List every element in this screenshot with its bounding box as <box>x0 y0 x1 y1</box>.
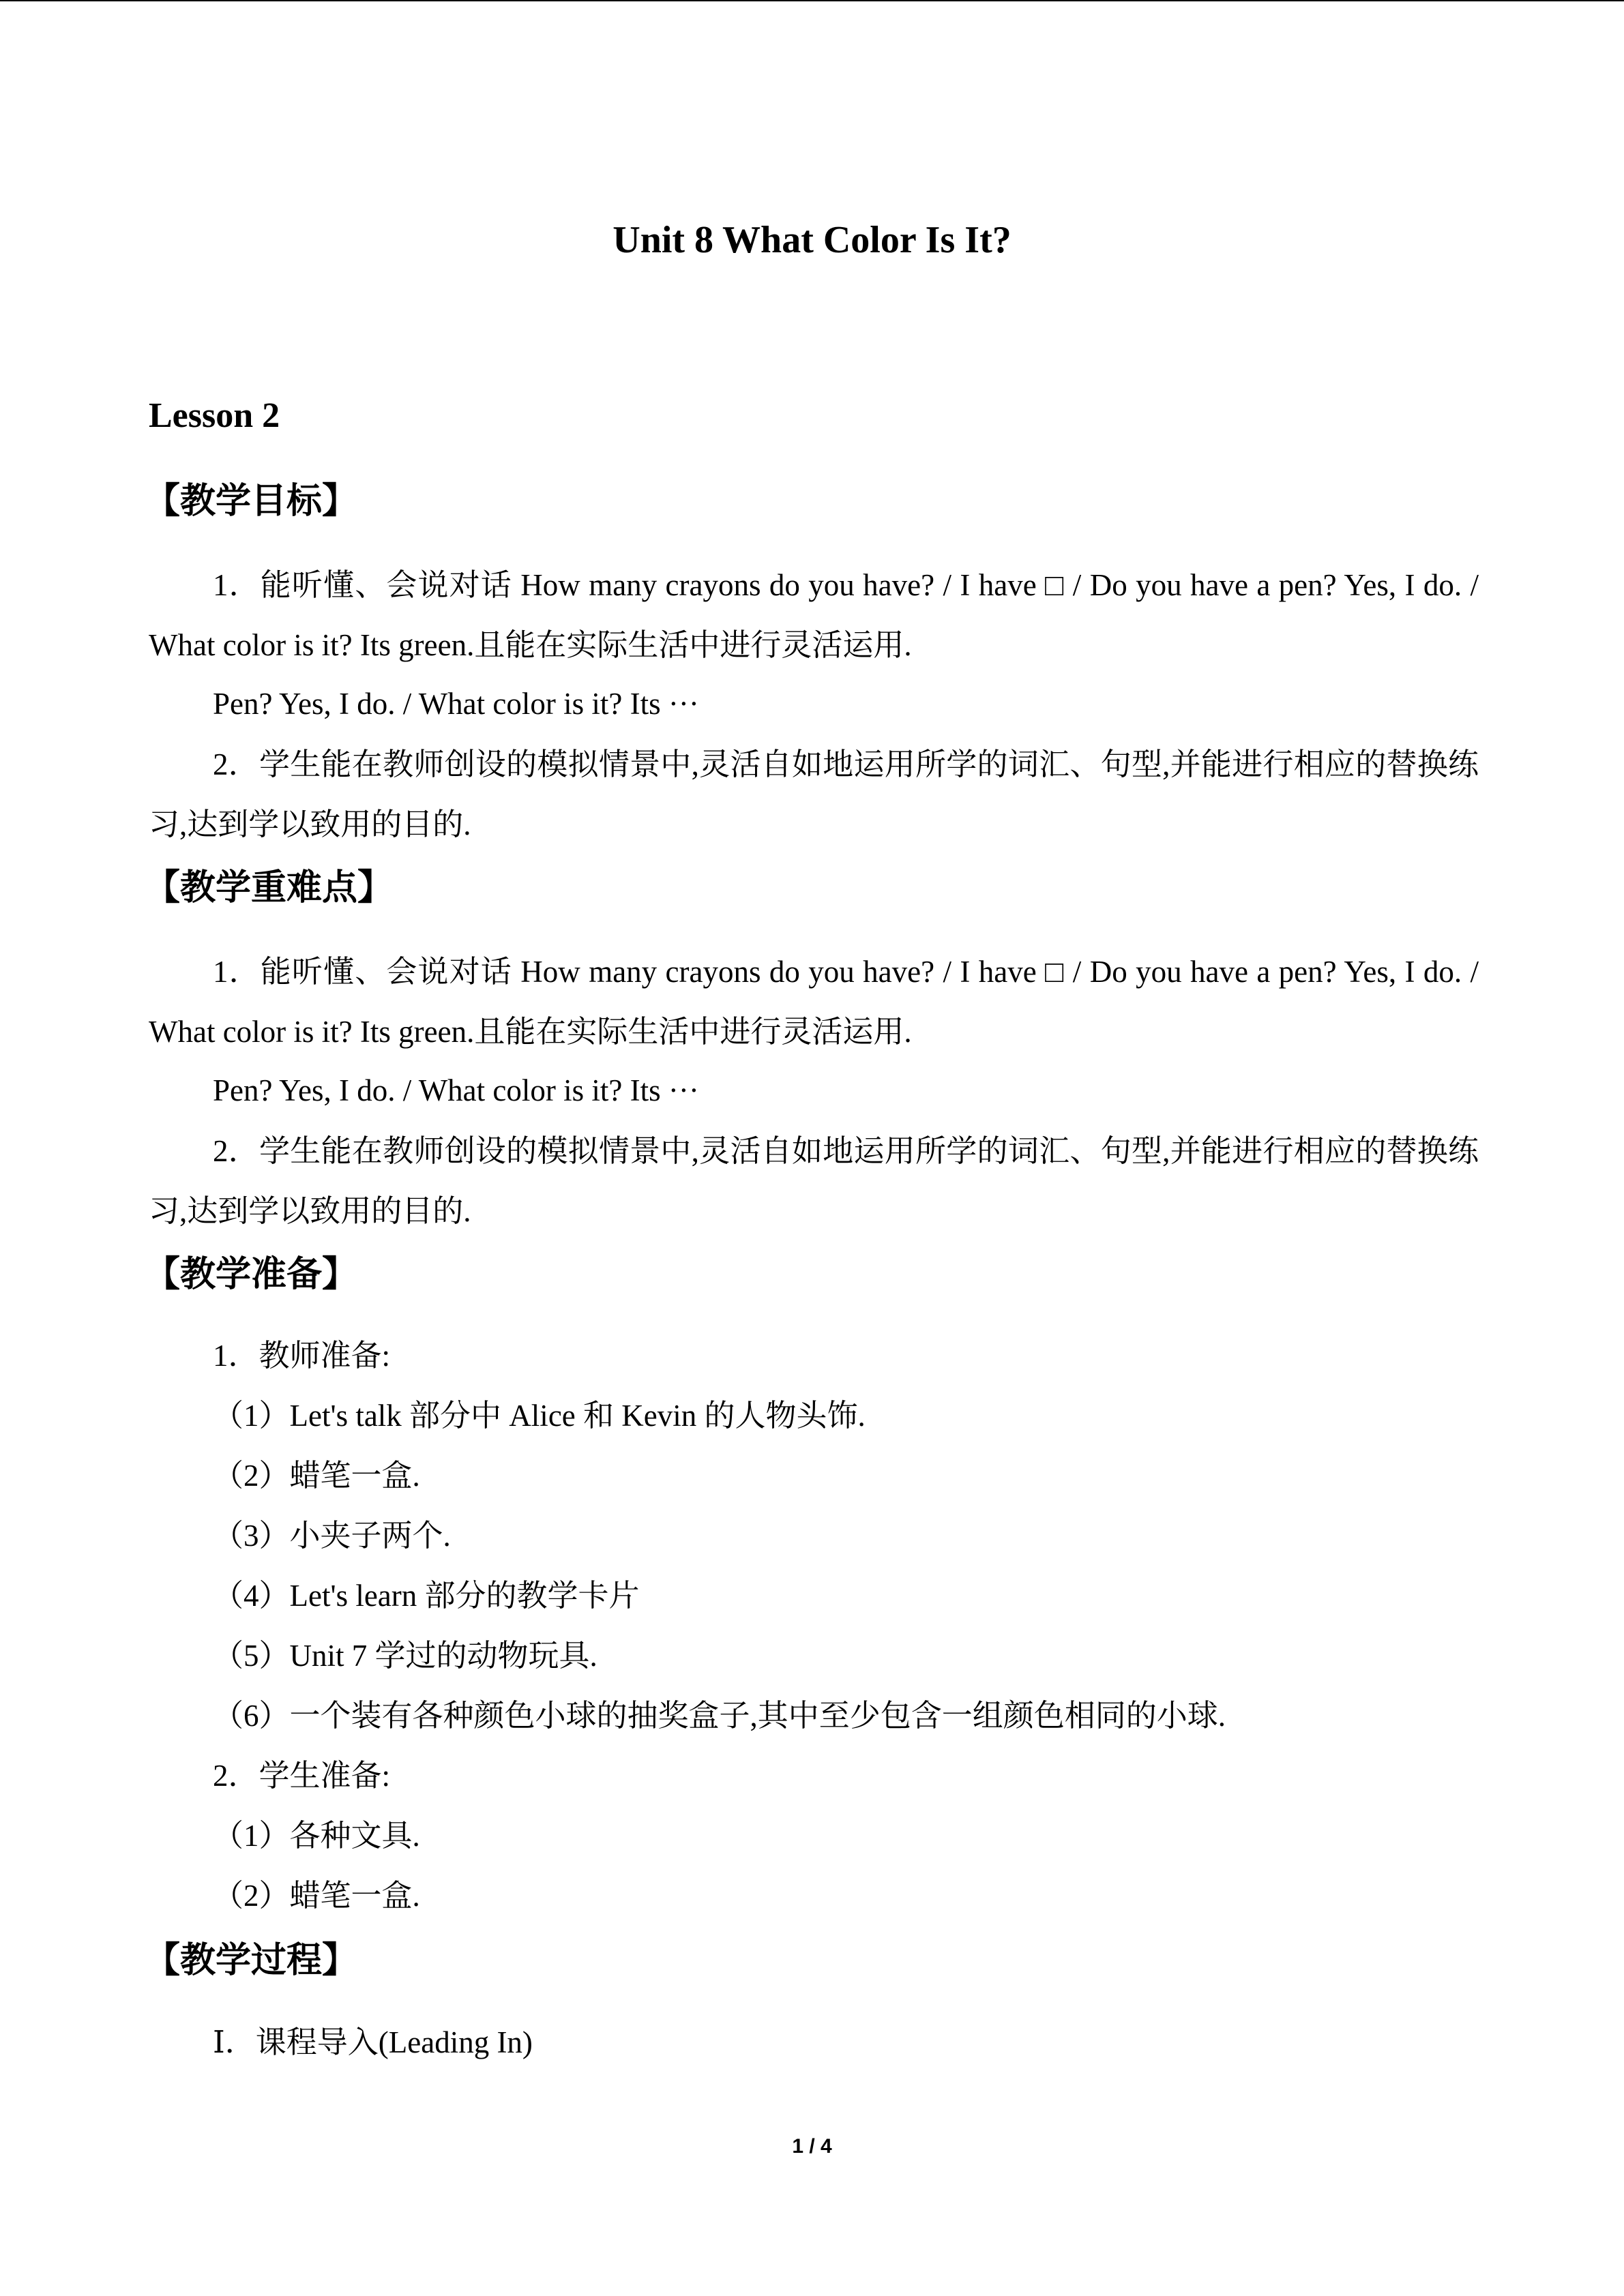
teacher-prep-item: （2）蜡笔一盒. <box>213 1459 420 1493</box>
lesson-label: Lesson 2 <box>149 396 280 435</box>
section-heading-preparation: 【教学准备】 <box>145 1254 358 1295</box>
student-prep-item: （1）各种文具. <box>213 1819 420 1853</box>
objectives-item-1: 1．能听懂、会说对话 How many crayons do you have? / I have □ / Do you have a pen? Yes, I do. / What color is it? Its green.且能在实际生活中进行灵活运用. <box>149 568 1479 662</box>
key-points-item-1: 1．能听懂、会说对话 How many crayons do you have? / I have □ / Do you have a pen? Yes, I do. / What color is it? Its green.且能在实际生活中进行灵活运用. <box>149 955 1479 1049</box>
teacher-prep-item: （1）Let's talk 部分中 Alice 和 Kevin 的人物头饰. <box>213 1399 866 1433</box>
teacher-prep-label: 1．教师准备: <box>213 1339 391 1373</box>
document-title: Unit 8 What Color Is It? <box>612 219 1012 261</box>
objectives-item-2: 2．学生能在教师创设的模拟情景中,灵活自如地运用所学的词汇、句型,并能进行相应的替换练习,达到学以致用的目的. <box>149 747 1479 841</box>
key-points-item-2: 2．学生能在教师创设的模拟情景中,灵活自如地运用所学的词汇、句型,并能进行相应的替换练习,达到学以致用的目的. <box>149 1134 1479 1228</box>
section-heading-process: 【教学过程】 <box>145 1940 358 1981</box>
student-prep-item: （2）蜡笔一盒. <box>213 1879 420 1913</box>
section-heading-objectives: 【教学目标】 <box>145 481 358 522</box>
process-step-1: Ⅰ．课程导入(Leading In) <box>213 2025 533 2059</box>
page-number: 1 / 4 <box>792 2135 832 2158</box>
teacher-prep-item: （5）Unit 7 学过的动物玩具. <box>213 1639 597 1673</box>
teacher-prep-item: （3）小夹子两个. <box>213 1519 451 1553</box>
student-prep-label: 2．学生准备: <box>213 1759 391 1793</box>
teacher-prep-item: （6）一个装有各种颜色小球的抽奖盒子,其中至少包含一组颜色相同的小球. <box>213 1699 1226 1733</box>
teacher-prep-item: （4）Let's learn 部分的教学卡片 <box>213 1579 640 1613</box>
objectives-item-1-extra: Pen? Yes, I do. / What color is it? Its ··· <box>213 687 699 721</box>
key-points-item-1-extra: Pen? Yes, I do. / What color is it? Its ··· <box>213 1073 699 1107</box>
section-heading-key-points: 【教学重难点】 <box>145 867 394 908</box>
